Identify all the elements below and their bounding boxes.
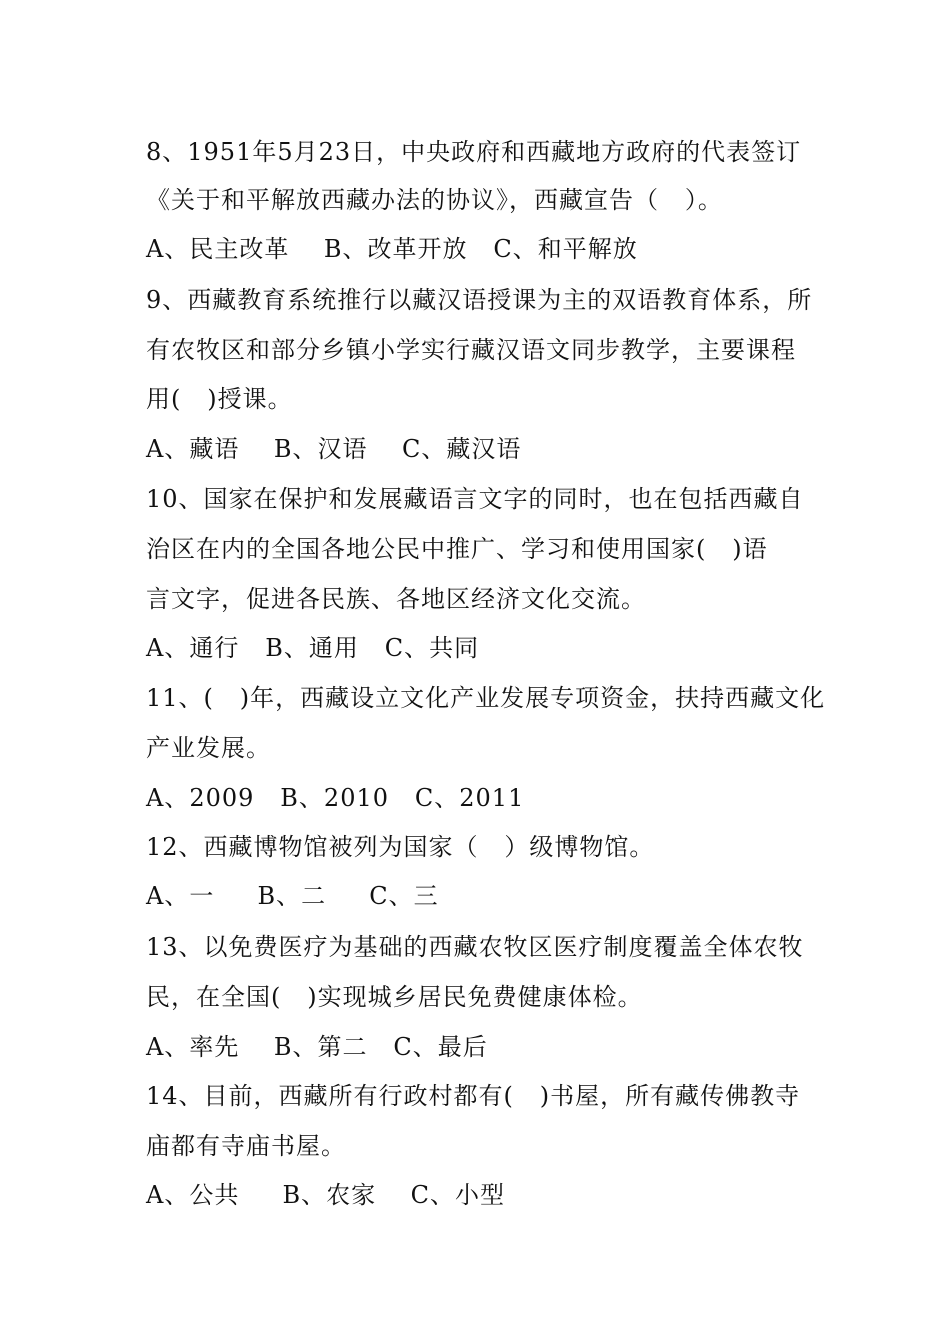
question-10-line-2: 治区在内的全国各地公民中推广、学习和使用国家( )语 (146, 535, 768, 563)
question-8-line-1: 8、1951年5月23日，中央政府和西藏地方政府的代表签订 (146, 138, 802, 166)
question-9-line-1: 9、西藏教育系统推行以藏汉语授课为主的双语教育体系，所 (146, 286, 813, 314)
question-14-options: A、公共 B、农家 C、小型 (146, 1181, 505, 1209)
question-8-options: A、民主改革 B、改革开放 C、和平解放 (146, 235, 638, 263)
question-11-options: A、2009 B、2010 C、2011 (146, 784, 525, 812)
question-13-line-1: 13、以免费医疗为基础的西藏农牧区医疗制度覆盖全体农牧 (146, 933, 804, 961)
question-13-line-2: 民，在全国( )实现城乡居民免费健康体检。 (146, 983, 643, 1011)
question-9-line-3: 用( )授课。 (146, 385, 293, 413)
question-10-line-1: 10、国家在保护和发展藏语言文字的同时，也在包括西藏自 (146, 485, 804, 513)
question-12-line-1: 12、西藏博物馆被列为国家（ ）级博物馆。 (146, 833, 655, 861)
question-12-options: A、一 B、二 C、三 (146, 882, 439, 910)
question-9-line-2: 有农牧区和部分乡镇小学实行藏汉语文同步教学，主要课程 (146, 336, 796, 364)
question-14-line-1: 14、目前，西藏所有行政村都有( )书屋，所有藏传佛教寺 (146, 1082, 801, 1110)
question-14-line-2: 庙都有寺庙书屋。 (146, 1132, 346, 1160)
question-10-line-3: 言文字，促进各民族、各地区经济文化交流。 (146, 585, 646, 613)
question-11-line-2: 产业发展。 (146, 734, 271, 762)
question-10-options: A、通行 B、通用 C、共同 (146, 634, 480, 662)
question-9-options: A、藏语 B、汉语 C、藏汉语 (146, 435, 522, 463)
question-8-line-2: 《关于和平解放西藏办法的协议》，西藏宣告（ ）。 (146, 186, 723, 214)
question-11-line-1: 11、( )年，西藏设立文化产业发展专项资金，扶持西藏文化 (146, 684, 826, 712)
question-13-options: A、率先 B、第二 C、最后 (146, 1033, 488, 1061)
